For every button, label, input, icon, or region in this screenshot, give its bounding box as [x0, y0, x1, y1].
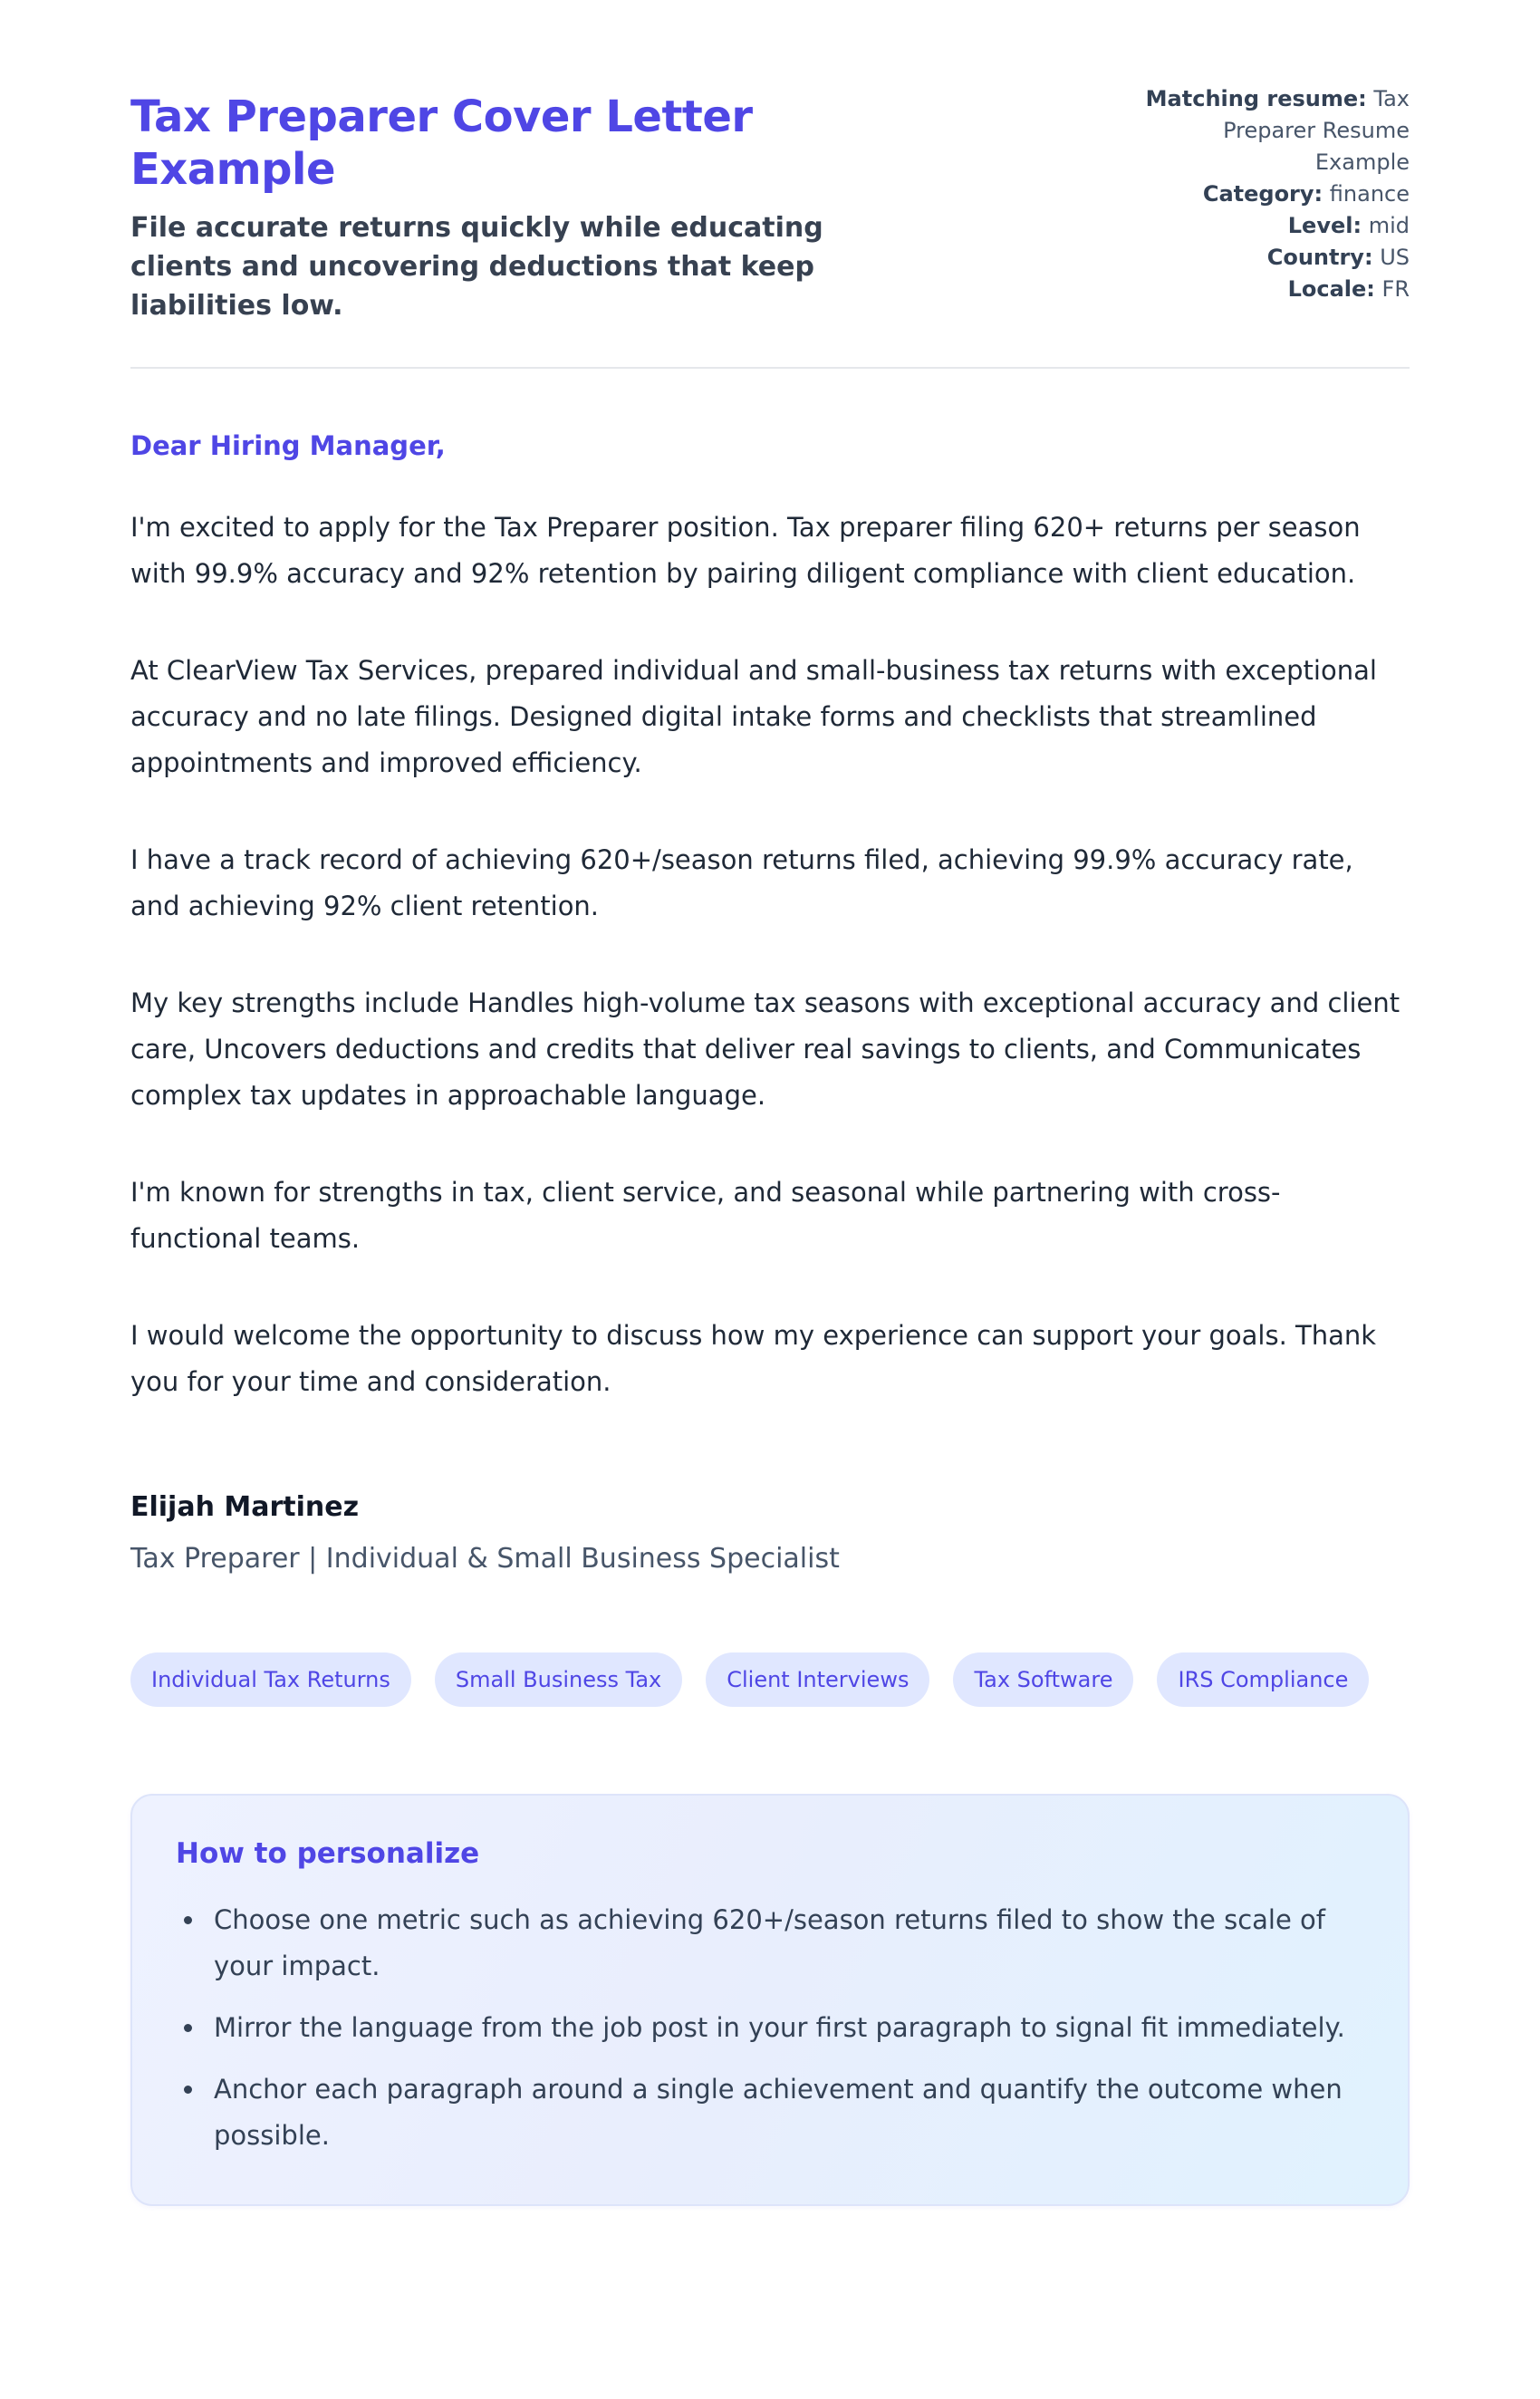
letter-paragraph: I have a track record of achieving 620+/season returns filed, achieving 99.9% accuracy rate, and achieving 92% client retention.: [130, 844, 1353, 921]
personalize-callout: [130, 1794, 1410, 2206]
letter-paragraph: I would welcome the opportunity to discuss how my experience can support your goals. Thank you for your time and consideration.: [130, 1320, 1377, 1397]
meta-label: Level:: [1287, 213, 1362, 238]
tag-chip: Small Business Tax: [435, 1652, 682, 1707]
tag-chip: Individual Tax Returns: [130, 1652, 411, 1707]
meta-value: mid: [1368, 213, 1410, 238]
meta-label: Country:: [1266, 245, 1373, 270]
personalize-heading: How to personalize: [176, 1837, 480, 1870]
personalize-bullet: • Anchor each paragraph around a single achievement and quantify the outcome when possible.: [207, 2067, 1364, 2159]
meta-row: [1127, 83, 1410, 178]
signature-block: [130, 1489, 1410, 1578]
page-title: Tax Preparer Cover Letter Example: [130, 92, 753, 195]
meta-row: [1127, 210, 1410, 242]
letter-paragraphs: [130, 505, 1410, 1405]
page-subtitle: File accurate returns quickly while educating clients and uncovering deductions that keep liabilities low.: [130, 212, 823, 322]
meta-panel: [1127, 83, 1410, 305]
letter-paragraph: At ClearView Tax Services, prepared individual and small-business tax returns with exceptional accuracy and no late filings. Designed digital intake forms and checklists that streamlined appointments and improved efficiency.: [130, 655, 1377, 778]
personalize-bullet: • Mirror the language from the job post in your first paragraph to signal fit immediately.: [207, 2005, 1364, 2051]
tag-chip: Tax Software: [953, 1652, 1133, 1707]
personalize-bullet: • Choose one metric such as achieving 620+/season returns filed to show the scale of your impact.: [207, 1897, 1364, 1990]
meta-label: Matching resume:: [1145, 86, 1367, 111]
letter-body: [130, 427, 1410, 2206]
meta-row: [1127, 178, 1410, 210]
header-divider: [130, 367, 1410, 369]
content-container: [130, 0, 1410, 2293]
tag-chip: IRS Compliance: [1157, 1652, 1369, 1707]
signature-name: Elijah Martinez: [130, 1491, 360, 1523]
tag-list: [130, 1652, 1410, 1707]
signature-role: Tax Preparer | Individual & Small Business Specialist: [130, 1543, 840, 1575]
letter-greeting: Dear Hiring Manager,: [130, 430, 446, 461]
meta-row: [1127, 274, 1410, 305]
tag-chip: Client Interviews: [706, 1652, 929, 1707]
meta-value: US: [1380, 245, 1410, 270]
meta-label: Locale:: [1287, 276, 1375, 302]
letter-paragraph: I'm known for strengths in tax, client service, and seasonal while partnering with cross-functional teams.: [130, 1177, 1281, 1254]
meta-value: finance: [1329, 181, 1410, 207]
meta-label: Category:: [1202, 181, 1323, 207]
header-title-block: [130, 83, 928, 325]
personalize-list: [176, 1897, 1364, 2159]
letter-paragraph: My key strengths include Handles high-volume tax seasons with exceptional accuracy and client care, Uncovers deductions and credits that deliver real savings to clients, and Communicates complex tax updates in approachable language.: [130, 988, 1400, 1111]
letter-paragraph: I'm excited to apply for the Tax Preparer position. Tax preparer filing 620+ returns per season with 99.9% accuracy and 92% retention by pairing diligent compliance with client education.: [130, 512, 1361, 589]
meta-value: Tax Preparer Resume Example: [1223, 86, 1410, 175]
meta-row: [1127, 242, 1410, 274]
meta-value: FR: [1381, 276, 1410, 302]
header: [130, 83, 1410, 325]
